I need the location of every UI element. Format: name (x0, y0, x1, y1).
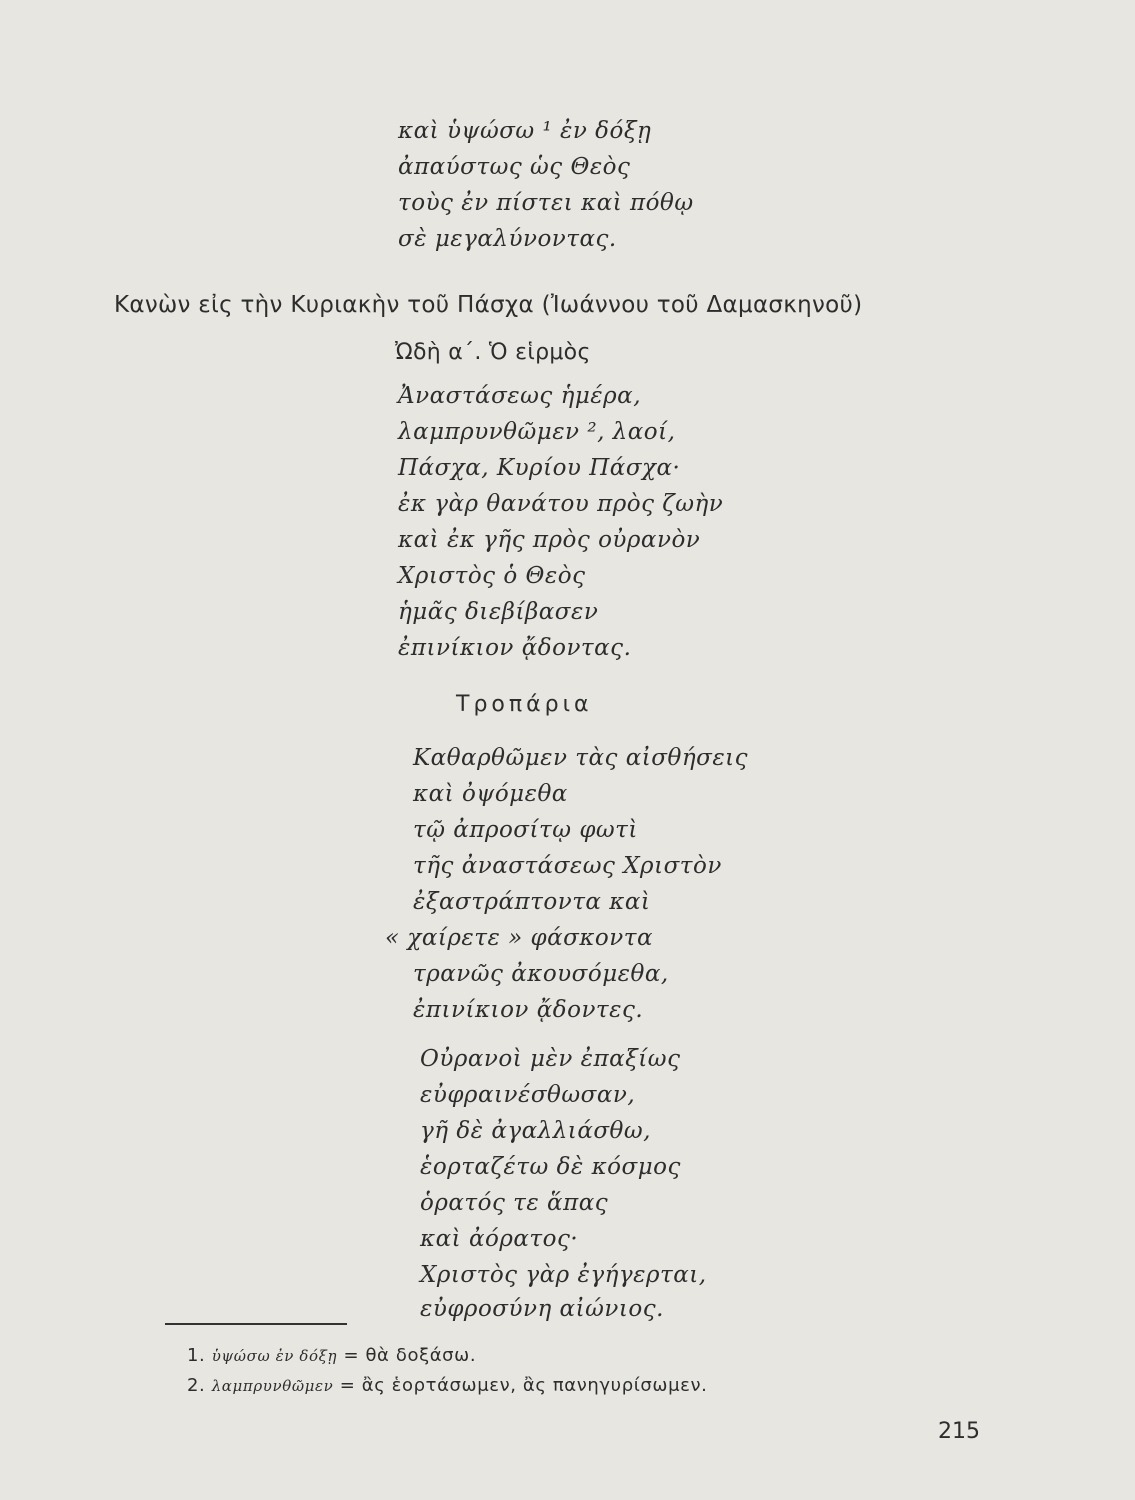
page-number: 215 (938, 1419, 980, 1444)
footnote-2 (187, 1375, 707, 1396)
troparion-line: τῆς ἀναστάσεως Χριστὸν (413, 853, 722, 879)
verse-line: καὶ ὑψώσω ¹ ἐν δόξῃ (398, 118, 652, 144)
troparion-line: καὶ ἀόρατος· (420, 1226, 579, 1252)
troparion-line: εὐφραινέσθωσαν, (420, 1082, 636, 1108)
troparion-line: εὐφροσύνη αἰώνιος. (420, 1296, 664, 1322)
troparion-line: Χριστὸς γὰρ ἐγήγερται, (420, 1262, 707, 1288)
troparion-line: Καθαρθῶμεν τὰς αἰσθήσεις (413, 745, 749, 771)
irmos-line: ἡμᾶς διεβίβασεν (398, 599, 599, 625)
troparion-line: καὶ ὀψόμεθα (413, 781, 568, 807)
irmos-line: Πάσχα, Κυρίου Πάσχα· (398, 455, 681, 481)
irmos-line: λαμπρυνθῶμεν ², λαοί, (398, 419, 676, 445)
footnote-1 (187, 1345, 476, 1366)
verse-line: τοὺς ἐν πίστει καὶ πόθῳ (398, 190, 694, 216)
irmos-line: Χριστὸς ὁ Θεὸς (398, 563, 586, 589)
footnote-number: 2. (187, 1375, 206, 1396)
troparion-line: τῷ ἀπροσίτῳ φωτὶ (413, 817, 638, 843)
troparion-line: ἐξαστράπτοντα καὶ (413, 889, 651, 915)
troparion-line: ὁρατός τε ἅπας (420, 1190, 609, 1216)
footnote-divider (165, 1323, 347, 1325)
troparion-line: τρανῶς ἀκουσόμεθα, (413, 961, 669, 987)
troparion-line: Οὐρανοὶ μὲν ἐπαξίως (420, 1046, 681, 1072)
irmos-line: ἐκ γὰρ θανάτου πρὸς ζωὴν (398, 491, 724, 517)
troparion-line: γῆ δὲ ἀγαλλιάσθω, (420, 1118, 651, 1144)
canon-title: Κανὼν εἰς τὴν Κυριακὴν τοῦ Πάσχα (Ἰωάννου τοῦ Δαμασκηνοῦ) (114, 292, 863, 318)
troparion-line: ἑορταζέτω δὲ κόσμος (420, 1154, 681, 1180)
troparia-title: Τροπάρια (456, 692, 593, 717)
footnote-number: 1. (187, 1345, 206, 1366)
irmos-line: Ἀναστάσεως ἡμέρα, (398, 383, 642, 409)
troparion-line: « χαίρετε » φάσκοντα (385, 925, 653, 951)
verse-line: σὲ μεγαλύνοντας. (398, 226, 617, 252)
footnote-lemma: λαμπρυνθῶμεν (211, 1377, 334, 1395)
ode-title: Ὠδὴ α΄. Ὁ εἱρμὸς (395, 340, 591, 365)
irmos-line: ἐπινίκιον ᾄδοντας. (398, 635, 632, 661)
verse-line: ἀπαύστως ὡς Θεὸς (398, 154, 631, 180)
irmos-line: καὶ ἐκ γῆς πρὸς οὐρανὸν (398, 527, 701, 553)
footnote-gloss: = ἂς ἑορτάσωμεν, ἂς πανηγυρίσωμεν. (339, 1375, 708, 1396)
footnote-gloss: = θὰ δοξάσω. (343, 1345, 477, 1366)
troparion-line: ἐπινίκιον ᾄδοντες. (413, 997, 644, 1023)
footnote-lemma: ὑψώσω ἐν δόξῃ (211, 1347, 338, 1365)
